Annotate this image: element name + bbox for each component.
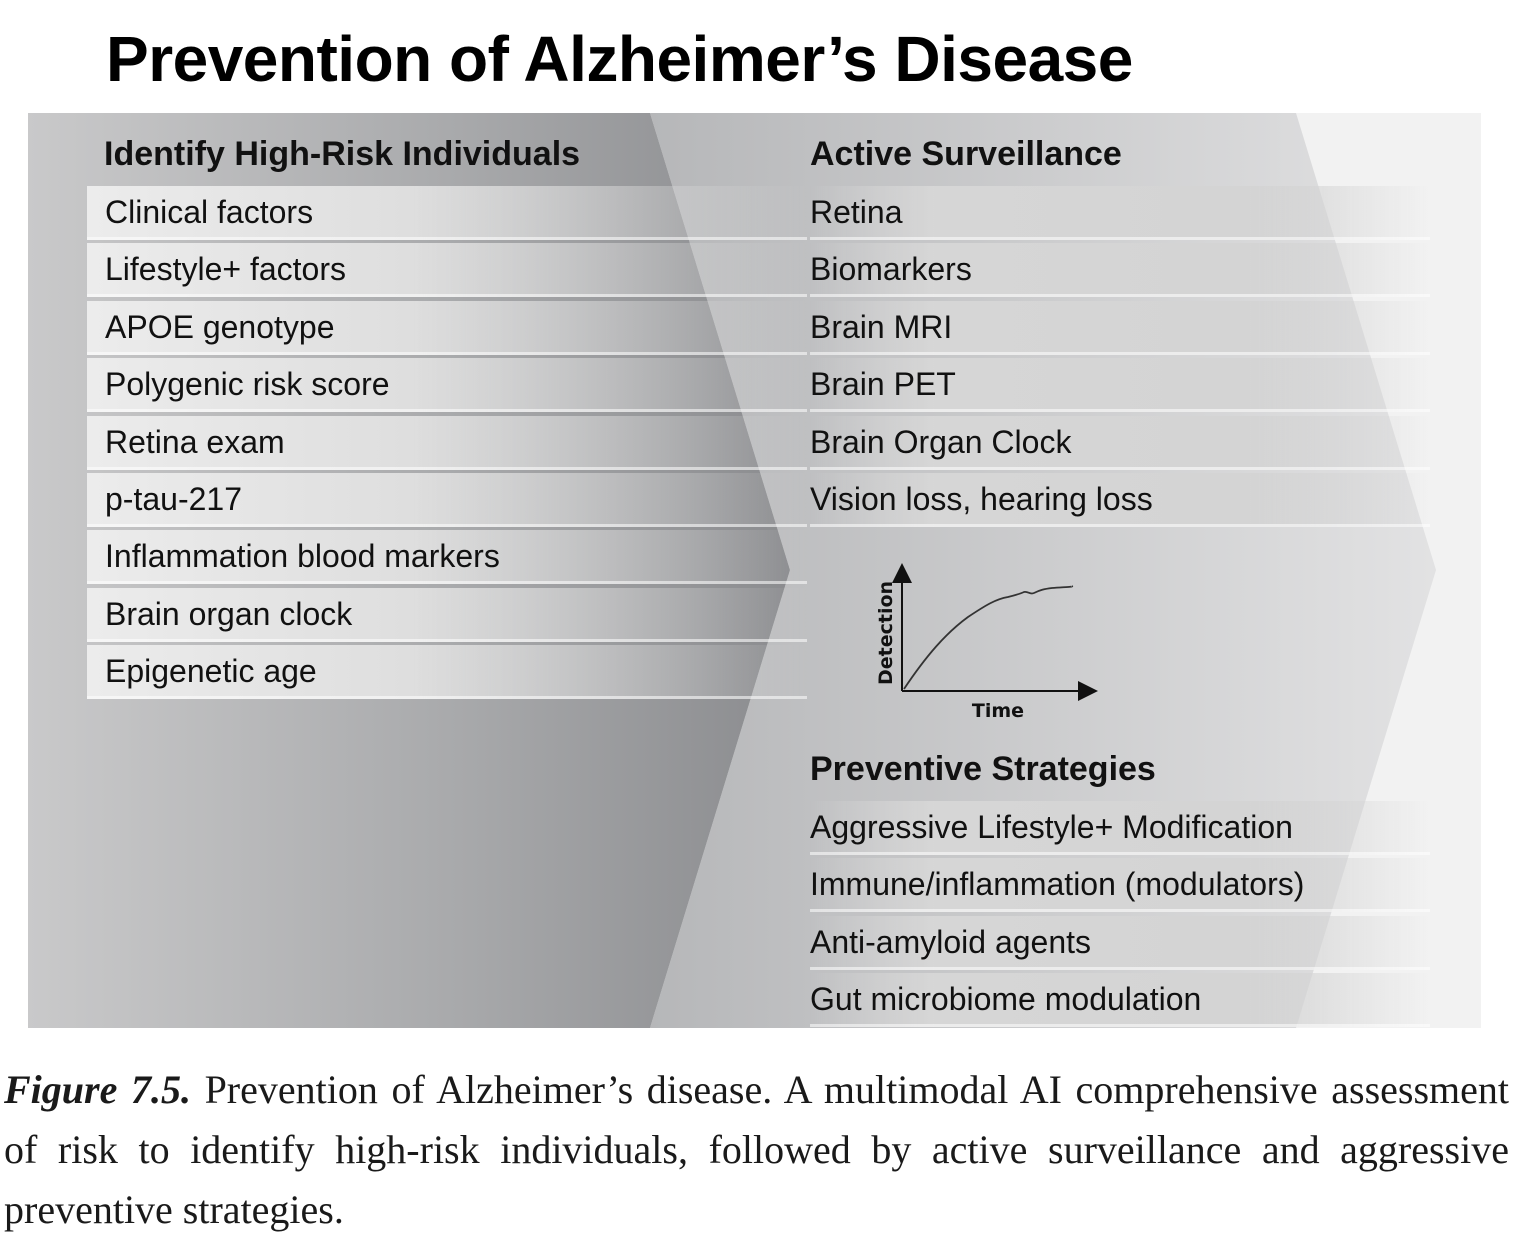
list-item-label: Brain Organ Clock	[810, 423, 1072, 460]
list-item	[87, 186, 807, 240]
prevention-heading: Preventive Strategies	[810, 750, 1156, 788]
list-item-label: Vision loss, hearing loss	[810, 481, 1153, 517]
list-item-label: Brain MRI	[810, 308, 953, 345]
surveillance-heading: Active Surveillance	[810, 135, 1122, 173]
figure-caption	[4, 1060, 1509, 1240]
detection-curve	[904, 586, 1072, 689]
list-item-label: Brain PET	[810, 366, 956, 403]
list-item-label: Inflammation blood markers	[105, 538, 500, 575]
list-item-label: Clinical factors	[105, 194, 314, 230]
list-item	[810, 416, 1430, 470]
detection-time-chart	[868, 561, 1138, 731]
identify-heading: Identify High-Risk Individuals	[104, 135, 581, 173]
list-item	[87, 301, 807, 355]
x-axis-label: Time	[971, 700, 1025, 722]
y-axis-label: Detection	[875, 580, 897, 686]
list-item	[810, 916, 1430, 970]
list-item-label: Retina	[810, 194, 903, 230]
figure-title: Prevention of Alzheimer’s Disease	[106, 23, 1133, 95]
list-item-label: Epigenetic age	[105, 653, 317, 690]
list-item-label: APOE genotype	[105, 308, 335, 345]
list-item-label: Anti-amyloid agents	[810, 923, 1092, 960]
list-item	[87, 243, 807, 297]
list-item-label: Immune/inflammation (modulators)	[810, 866, 1305, 903]
list-item	[87, 530, 807, 584]
list-item	[87, 358, 807, 412]
list-item	[810, 243, 1430, 297]
list-item-label: Retina exam	[105, 423, 285, 460]
list-item-label: Gut microbiome modulation	[810, 981, 1202, 1018]
list-item	[810, 858, 1430, 912]
list-item	[87, 473, 807, 527]
list-item	[810, 301, 1430, 355]
list-item	[87, 588, 807, 642]
list-item	[810, 358, 1430, 412]
list-item	[810, 801, 1430, 855]
caption-label: Figure 7.5.	[4, 1067, 191, 1112]
diagram-panel	[28, 113, 1481, 1028]
list-item-label: p-tau-217	[105, 481, 242, 517]
list-item-label: Lifestyle+ factors	[105, 251, 346, 288]
list-item-label: Polygenic risk score	[105, 366, 390, 403]
list-item	[87, 645, 807, 699]
list-item	[810, 973, 1430, 1027]
list-item-label: Brain organ clock	[105, 595, 353, 632]
list-item-label: Aggressive Lifestyle+ Modification	[810, 809, 1293, 845]
list-item-label: Biomarkers	[810, 251, 972, 288]
list-item	[810, 473, 1430, 527]
list-item	[810, 186, 1430, 240]
caption-text: Prevention of Alzheimer’s disease. A multimodal AI comprehensive assessment of risk to identify high-risk individuals, followed by active surveillance and aggressive preventive strategies.	[4, 1067, 1510, 1232]
list-item	[87, 416, 807, 470]
